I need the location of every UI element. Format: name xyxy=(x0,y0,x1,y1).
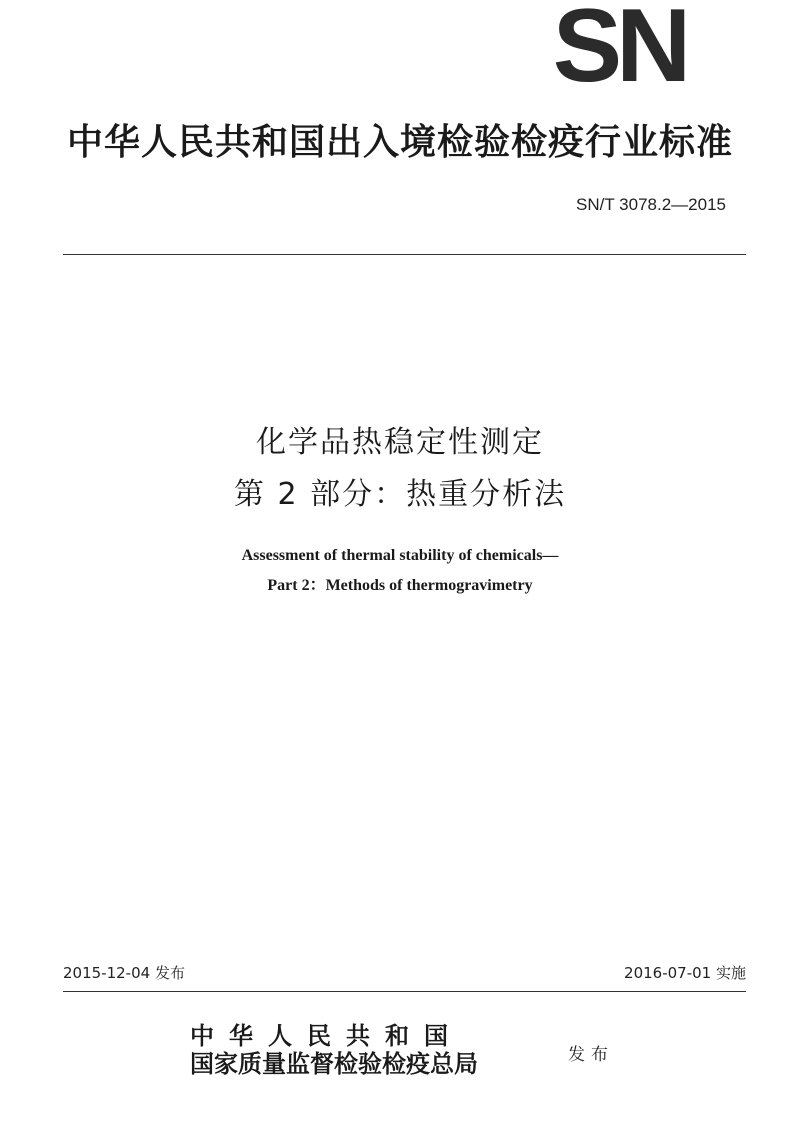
top-divider xyxy=(63,254,746,255)
standard-number: SN/T 3078.2—2015 xyxy=(576,195,726,214)
title-en-line1: Assessment of thermal stability of chemicals— xyxy=(241,547,559,564)
issuer-title: 中华人民共和国出入境检验检疫行业标准 xyxy=(66,122,733,163)
publisher-line1: 中华人民共和国 xyxy=(190,1021,463,1050)
bottom-divider xyxy=(63,991,746,992)
issue-date: 2015-12-04 发布 xyxy=(63,964,185,982)
publisher-block xyxy=(190,1022,560,1078)
sn-logo: SN xyxy=(552,4,686,88)
title-cn-line2: 第 2 部分：热重分析法 xyxy=(233,477,567,512)
title-en-line2: Part 2：Methods of thermogravimetry xyxy=(267,577,533,594)
title-cn-line1: 化学品热稳定性测定 xyxy=(256,425,544,460)
publisher-line2: 国家质量监督检验检疫总局 xyxy=(190,1049,478,1078)
publish-action: 发布 xyxy=(568,1045,614,1065)
implementation-date: 2016-07-01 实施 xyxy=(624,964,746,982)
